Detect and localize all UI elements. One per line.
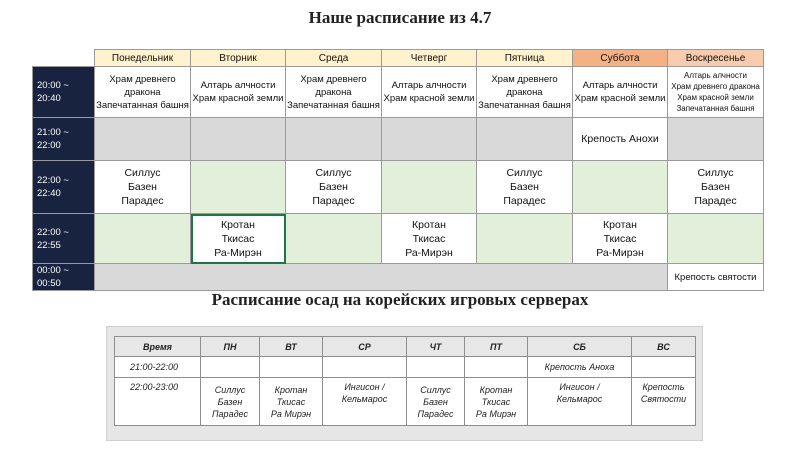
column-header: ВС	[632, 337, 696, 357]
schedule-table	[32, 49, 764, 291]
header-row	[33, 50, 764, 67]
cell-sat: Ингисон / Кельмарос	[528, 378, 632, 426]
cell-tue-r1[interactable]: Алтарь алчности Храм красной земли	[191, 67, 286, 118]
column-header: ПТ	[465, 337, 528, 357]
cell-mon-r3[interactable]: Силлус Базен Парадес	[95, 161, 191, 214]
day-header-fri[interactable]: Пятница	[477, 50, 573, 67]
cell-mon-r4[interactable]	[95, 214, 191, 264]
time-cell[interactable]: 22:00 ~ 22:55	[33, 214, 95, 264]
cell-mon-r2[interactable]	[95, 118, 191, 161]
cell-sun-r5[interactable]: Крепость святости	[668, 264, 764, 291]
cell-mon: Силлус Базен Парадес	[201, 378, 260, 426]
cell-thu-r4[interactable]: Кротан Ткисас Ра-Мирэн	[382, 214, 477, 264]
table-row	[115, 357, 696, 378]
table-row	[33, 264, 764, 291]
day-header-wed[interactable]: Среда	[286, 50, 382, 67]
cell-wed-r1[interactable]: Храм древнего дракона Запечатанная башня	[286, 67, 382, 118]
cell-fri-r3[interactable]: Силлус Базен Парадес	[477, 161, 573, 214]
cell-tue: Кротан Ткисас Ра Мирэн	[260, 378, 323, 426]
cell-sun-r1[interactable]: Алтарь алчности Храм древнего дракона Храм красной земли Запечатанная башня	[668, 67, 764, 118]
time-cell: 22:00-23:00	[115, 378, 201, 426]
korean-schedule-panel	[106, 326, 703, 441]
cell-sun: Крепость Святости	[632, 378, 696, 426]
page-title: Наше расписание из 4.7	[308, 8, 492, 27]
day-header-sun[interactable]: Воскресенье	[668, 50, 764, 67]
korean-schedule-table	[114, 336, 696, 426]
cell-weekday-r5[interactable]	[95, 264, 668, 291]
cell-mon-r1[interactable]: Храм древнего дракона Запечатанная башня	[95, 67, 191, 118]
cell-fri: Кротан Ткисас Ра Мирэн	[465, 378, 528, 426]
corner-cell	[33, 50, 95, 67]
day-header-sat[interactable]: Суббота	[573, 50, 668, 67]
table-row	[33, 161, 764, 214]
cell-wed-r3[interactable]: Силлус Базен Парадес	[286, 161, 382, 214]
cell-tue-r3[interactable]	[191, 161, 286, 214]
column-header: СР	[323, 337, 407, 357]
cell-sun-r3[interactable]: Силлус Базен Парадес	[668, 161, 764, 214]
cell-sat-r4[interactable]: Кротан Ткисас Ра-Мирэн	[573, 214, 668, 264]
cell-wed: Ингисон / Кельмарос	[323, 378, 407, 426]
table-row	[33, 67, 764, 118]
day-header-mon[interactable]: Понедельник	[95, 50, 191, 67]
cell-tue-r4[interactable]: Кротан Ткисас Ра-Мирэн	[191, 214, 286, 264]
time-cell[interactable]: 22:00 ~ 22:40	[33, 161, 95, 214]
column-header: ВТ	[260, 337, 323, 357]
cell-sat-r3[interactable]	[573, 161, 668, 214]
cell-fri-r1[interactable]: Храм древнего дракона Запечатанная башня	[477, 67, 573, 118]
cell-thu-r1[interactable]: Алтарь алчности Храм красной земли	[382, 67, 477, 118]
cell-wed-r2[interactable]	[286, 118, 382, 161]
cell-thu: Силлус Базен Парадес	[407, 378, 465, 426]
day-header-tue[interactable]: Вторник	[191, 50, 286, 67]
cell-thu-r2[interactable]	[382, 118, 477, 161]
cell-sat-r1[interactable]: Алтарь алчности Храм красной земли	[573, 67, 668, 118]
day-header-thu[interactable]: Четверг	[382, 50, 477, 67]
time-cell[interactable]: 20:00 ~ 20:40	[33, 67, 95, 118]
time-cell[interactable]: 21:00 ~ 22:00	[33, 118, 95, 161]
cell-sat-r2[interactable]: Крепость Анохи	[573, 118, 668, 161]
cell-wed-r4[interactable]	[286, 214, 382, 264]
section-title: Расписание осад на корейских игровых серверах	[211, 290, 589, 309]
time-cell: 21:00-22:00	[115, 357, 201, 378]
cell-sun-r4[interactable]	[668, 214, 764, 264]
time-cell[interactable]: 00:00 ~ 00:50	[33, 264, 95, 291]
cell-sat: Крепость Аноха	[528, 357, 632, 378]
cell-sun-r2[interactable]	[668, 118, 764, 161]
cell-thu-r3[interactable]	[382, 161, 477, 214]
cell-tue-r2[interactable]	[191, 118, 286, 161]
column-header: ПН	[201, 337, 260, 357]
column-header: Время	[115, 337, 201, 357]
column-header: ЧТ	[407, 337, 465, 357]
column-header: СБ	[528, 337, 632, 357]
cell-fri-r4[interactable]	[477, 214, 573, 264]
table-header-row	[115, 337, 696, 357]
table-row	[33, 214, 764, 264]
cell-fri-r2[interactable]	[477, 118, 573, 161]
table-row	[33, 118, 764, 161]
table-row	[115, 378, 696, 426]
